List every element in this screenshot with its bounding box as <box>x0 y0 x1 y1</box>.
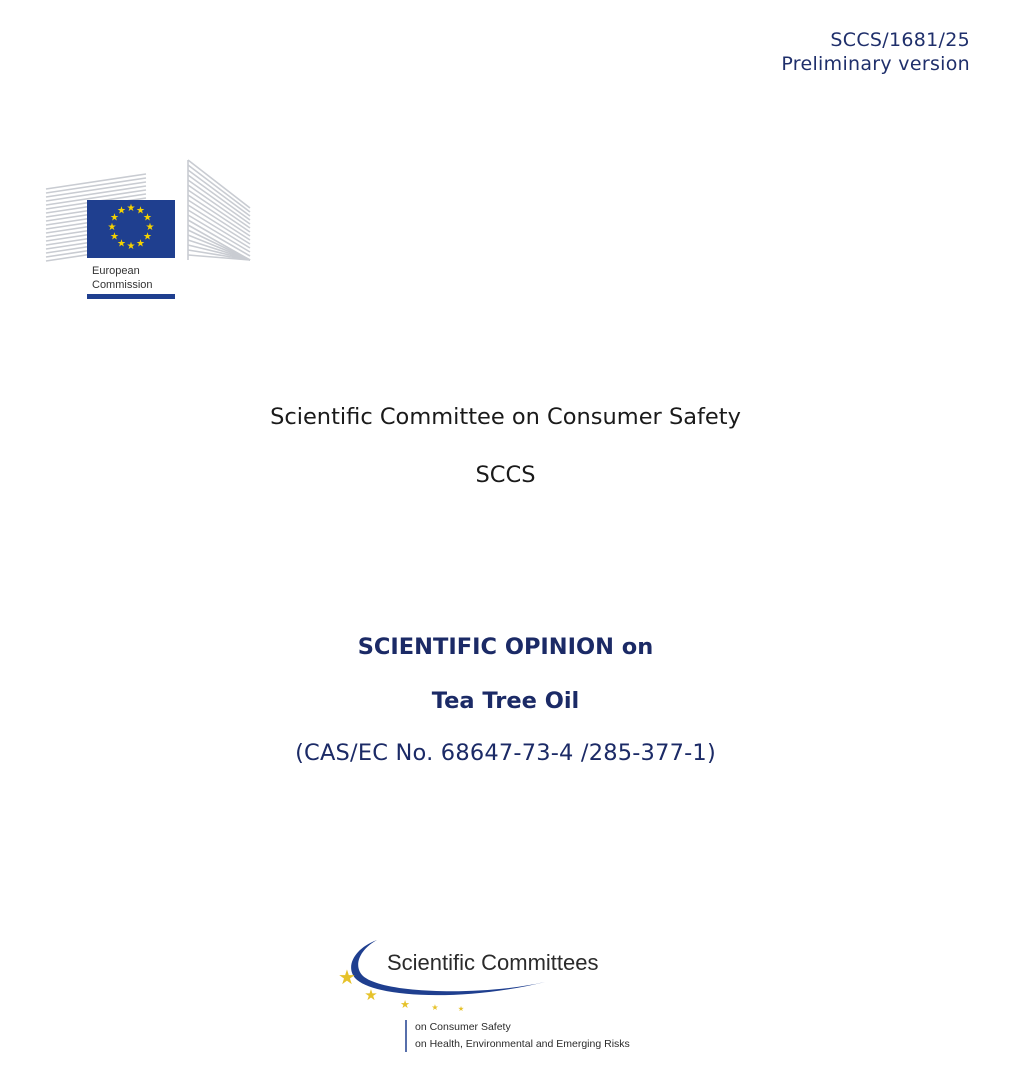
document-reference <box>781 28 970 76</box>
svg-text:★: ★ <box>136 205 145 217</box>
document-id: SCCS/1681/25 <box>830 29 970 51</box>
committee-name: Scientific Committee on Consumer Safety <box>270 404 741 430</box>
ec-logo-line1: European <box>92 265 140 277</box>
svg-text:★: ★ <box>145 222 155 233</box>
svg-text:★: ★ <box>126 241 136 252</box>
european-commission-logo <box>44 156 254 306</box>
scientific-committees-logo <box>333 936 663 1061</box>
svg-text:★: ★ <box>338 965 356 989</box>
substance-name: Tea Tree Oil <box>431 688 580 714</box>
svg-text:★: ★ <box>126 203 136 214</box>
svg-text:★: ★ <box>457 1005 465 1013</box>
svg-text:★: ★ <box>117 238 126 250</box>
svg-text:★: ★ <box>110 212 119 224</box>
svg-text:★: ★ <box>431 1003 439 1012</box>
svg-text:★: ★ <box>136 238 145 250</box>
svg-text:★: ★ <box>143 212 152 224</box>
sc-logo-line1: on Consumer Safety <box>415 1021 511 1033</box>
sc-logo-line2: on Health, Environmental and Emerging Risks <box>415 1038 630 1050</box>
document-status: Preliminary version <box>781 53 970 75</box>
svg-text:★: ★ <box>107 222 117 233</box>
ec-logo-line2: Commission <box>92 279 153 291</box>
ec-logo-underline <box>87 294 175 299</box>
cas-ec-number: (CAS/EC No. 68647-73-4 /285-377-1) <box>295 740 716 766</box>
opinion-title: SCIENTIFIC OPINION on <box>357 634 654 660</box>
committee-acronym: SCCS <box>475 462 536 488</box>
svg-text:★: ★ <box>143 231 152 243</box>
svg-text:★: ★ <box>117 205 126 217</box>
svg-text:★: ★ <box>110 231 119 243</box>
svg-text:★: ★ <box>400 998 410 1011</box>
svg-text:★: ★ <box>364 986 378 1004</box>
sc-logo-title: Scientific Committees <box>387 950 599 975</box>
